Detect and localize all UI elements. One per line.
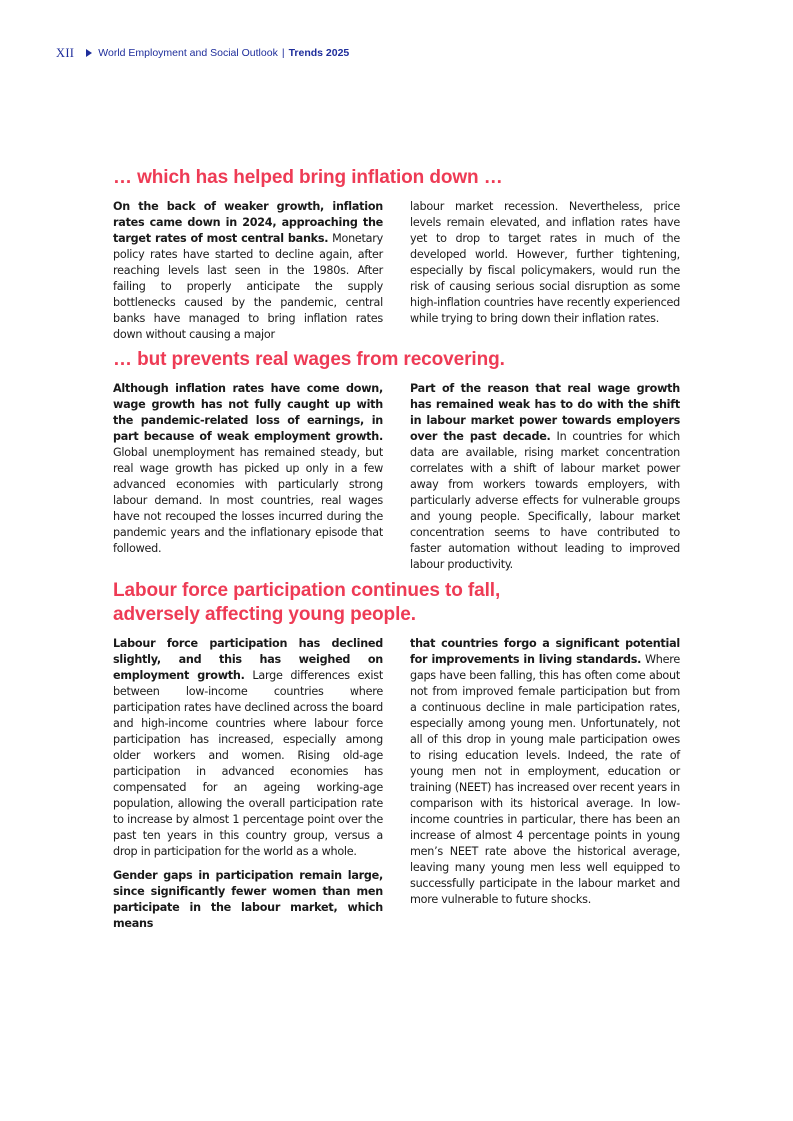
heading-line: adversely affecting young people. — [113, 604, 416, 625]
paragraph-lead: Labour force participation has declined slightly, and this has weighed on employment growth. — [113, 637, 383, 682]
section-wages-left-column — [113, 381, 383, 565]
section-participation-left-column — [113, 636, 383, 940]
paragraph — [410, 636, 680, 908]
page-number: XII — [56, 45, 75, 60]
section-heading-inflation: … which has helped bring inflation down … — [113, 167, 503, 188]
paragraph — [410, 381, 680, 573]
paragraph-lead: On the back of weaker growth, inflation rates came down in 2024, approaching the target rates of most central banks. — [113, 200, 383, 245]
paragraph-body: In countries for which data are available, rising market concentration correlates with a shift of labour market power away from workers towards employers, with particularly adverse effects for vulnerable groups and young people. Specifically, labour market concentration seems to have contributed to faster automation without leading to improved labour productivity. — [410, 430, 680, 571]
section-wages-right-column — [410, 381, 680, 581]
section-participation-right-column — [410, 636, 680, 916]
paragraph-lead: Gender gaps in participation remain large, since significantly fewer women than men participate in the labour market, which means — [113, 869, 383, 930]
section-heading-real-wages: … but prevents real wages from recovering. — [113, 349, 505, 370]
heading-line: Labour force participation continues to fall, — [113, 580, 501, 601]
publication-title: World Employment and Social Outlook — [98, 47, 278, 59]
paragraph — [113, 868, 383, 932]
paragraph-lead: Part of the reason that real wage growth has remained weak has to do with the shift in labour market power towards employers over the past decade. — [410, 382, 680, 443]
paragraph-body: labour market recession. Nevertheless, price levels remain elevated, and inflation rates have yet to drop to target rates in much of the developed world. However, further tightening, especially by fiscal policymakers, would run the risk of causing serious social disruption as some high-inflation countries have recently experienced while trying to bring down their inflation rates. — [410, 200, 680, 325]
paragraph-body: Large differences exist between low-income countries where participation rates have declined across the board and high-income countries where labour force participation has increased, especially among older workers and women. Rising old-age participation in advanced economies has compensated for an ageing working-age population, allowing the overall participation rate to increase by almost 1 percentage point over the past ten years in this country group, versus a drop in participation for the world as a whole. — [113, 669, 383, 858]
section-heading-participation — [113, 579, 500, 627]
paragraph-body: Monetary policy rates have started to decline again, after reaching levels last seen in the 1980s. After failing to properly anticipate the supply bottlenecks caused by the pandemic, central banks have managed to bring inflation rates down without causing a major — [113, 232, 384, 341]
paragraph-lead: Although inflation rates have come down, wage growth has not fully caught up with the pandemic-related loss of earnings, in part because of weak employment growth. — [113, 382, 383, 443]
header-separator: | — [281, 47, 285, 59]
section-inflation-left-column — [113, 199, 383, 351]
running-header — [56, 45, 349, 61]
paragraph — [113, 199, 383, 343]
paragraph — [113, 636, 383, 860]
edition-label: Trends 2025 — [288, 47, 350, 59]
paragraph-lead: that countries forgo a significant potential for improvements in living standards. — [410, 637, 680, 666]
paragraph — [410, 199, 680, 327]
paragraph-body: Global unemployment has remained steady, but real wage growth has picked up only in a few advanced economies with particularly strong labour demand. In most countries, real wages have not recouped the losses incurred during the pandemic years and the inflationary episode that followed. — [113, 446, 383, 555]
paragraph-body: Where gaps have been falling, this has often come about not from improved female participation but from a continuous decline in male participation rates, especially among young men. Unfortunately, not all of this drop in young male participation owes to rising education levels. Indeed, the rate of young men not in employment, education or training (NEET) has increased over recent years in comparison with its historical average. In low-income countries in particular, there has been an increase of almost 4 percentage points in young men’s NEET rate above the historical average, leaving many young men less well equipped to successfully participate in the labour market and more vulnerable to future shocks. — [410, 653, 680, 906]
triangle-right-icon — [86, 49, 92, 57]
section-inflation-right-column — [410, 199, 680, 335]
paragraph — [113, 381, 383, 557]
